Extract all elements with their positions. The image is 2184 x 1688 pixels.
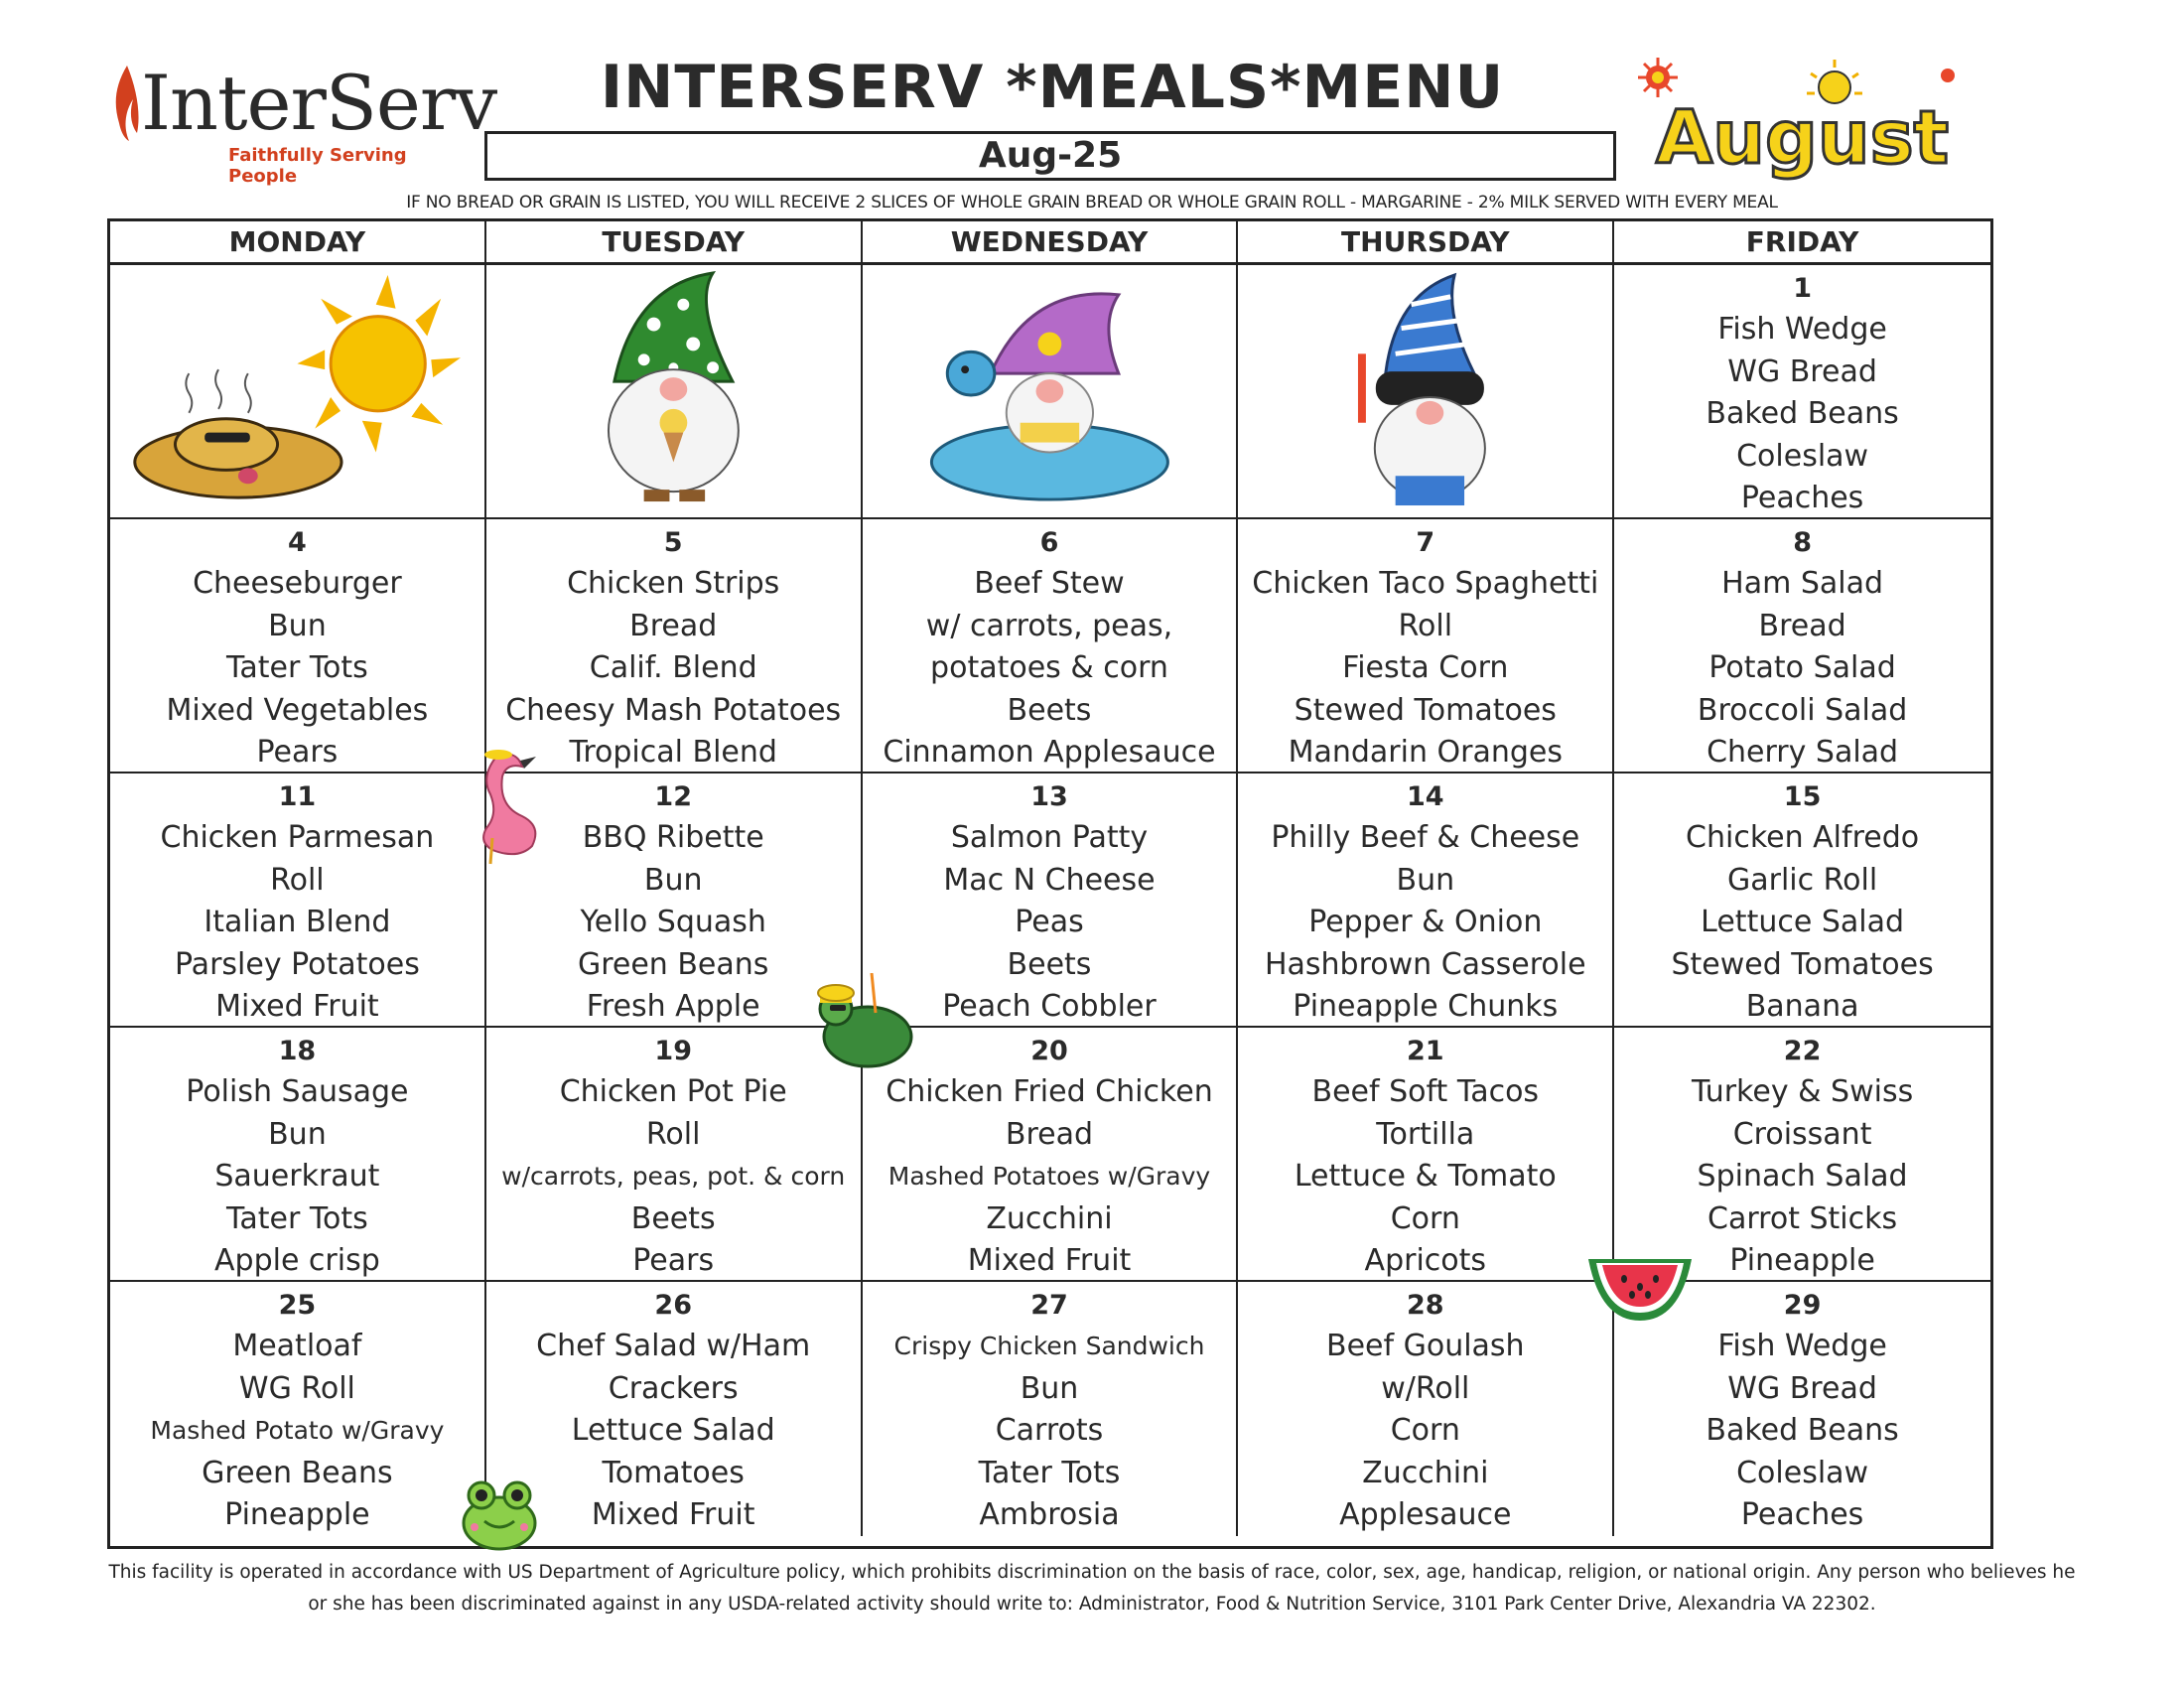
menu-item: Pineapple bbox=[224, 1497, 370, 1532]
gnome-ice-cream-image bbox=[486, 265, 863, 519]
menu-item: Beets bbox=[1007, 692, 1092, 728]
logo-tagline: Faithfully Serving People bbox=[228, 145, 407, 187]
menu-item: Fish Wedge bbox=[1717, 1329, 1887, 1363]
menu-item: Green Beans bbox=[577, 946, 769, 982]
menu-item: Roll bbox=[1398, 608, 1453, 643]
menu-item: Lettuce Salad bbox=[571, 1413, 775, 1448]
menu-item: w/Roll bbox=[1381, 1370, 1470, 1406]
day-number: 8 bbox=[1793, 527, 1812, 558]
menu-item: Bun bbox=[643, 862, 703, 898]
menu-item: Pepper & Onion bbox=[1308, 905, 1543, 939]
menu-item: Garlic Roll bbox=[1726, 862, 1878, 898]
menu-item: Sauerkraut bbox=[214, 1159, 380, 1194]
menu-item: Cinnamon Applesauce bbox=[883, 735, 1216, 770]
menu-item: Beef Soft Tacos bbox=[1311, 1074, 1540, 1109]
flame-icon bbox=[111, 64, 141, 143]
menu-item: Bread bbox=[1758, 608, 1846, 643]
day-cell-22 bbox=[1614, 1028, 1990, 1282]
day-cell-25 bbox=[110, 1282, 486, 1536]
day-cell-11 bbox=[110, 774, 486, 1028]
day-number: 15 bbox=[1783, 781, 1822, 812]
day-number: 14 bbox=[1407, 781, 1444, 812]
menu-calendar bbox=[107, 218, 1993, 1549]
menu-item: Coleslaw bbox=[1736, 438, 1869, 474]
august-word-art bbox=[1636, 56, 1983, 185]
watermelon-icon bbox=[1584, 1251, 1696, 1325]
menu-item: Yello Squash bbox=[580, 905, 766, 939]
day-cell-28 bbox=[1238, 1282, 1614, 1536]
menu-item: Zucchini bbox=[1362, 1455, 1489, 1490]
menu-item: Chicken Fried Chicken bbox=[886, 1074, 1213, 1109]
page-title: INTERSERV *MEALS*MENU bbox=[600, 53, 1505, 122]
menu-item: Pears bbox=[632, 1243, 715, 1278]
menu-item: Baked Beans bbox=[1706, 1413, 1899, 1448]
sleeping-dog bbox=[135, 419, 341, 497]
day-cell-5 bbox=[486, 519, 863, 774]
menu-item: potatoes & corn bbox=[930, 650, 1168, 685]
header-friday: FRIDAY bbox=[1614, 221, 1990, 265]
menu-item: WG Roll bbox=[238, 1370, 355, 1406]
flamingo-icon bbox=[447, 747, 542, 866]
menu-item: Philly Beef & Cheese bbox=[1271, 820, 1580, 855]
menu-item: Pineapple Chunks bbox=[1293, 989, 1559, 1024]
day-cell-7 bbox=[1238, 519, 1614, 774]
menu-item: Stewed Tomatoes bbox=[1294, 692, 1557, 728]
usda-nondiscrimination-statement: This facility is operated in accordance with US Department of Agriculture policy, which prohibits discrimination on the basis of race, color, sex, age, handicap, religion, or national origin. Any person who believes he or she has been discriminated against in any USDA-related activity should write to: Administrator, Food & Nutrition Service, 3101 Park Center Drive, Alexandria VA 22302. bbox=[108, 1562, 2076, 1615]
menu-item: Fiesta Corn bbox=[1342, 650, 1509, 685]
menu-item: Meatloaf bbox=[232, 1329, 362, 1363]
menu-item: Potato Salad bbox=[1708, 650, 1896, 685]
day-cell-27 bbox=[863, 1282, 1239, 1536]
menu-item: Bun bbox=[1396, 862, 1455, 898]
interserv-logo bbox=[111, 58, 497, 187]
menu-item: Spinach Salad bbox=[1697, 1159, 1908, 1194]
header-tuesday: TUESDAY bbox=[486, 221, 863, 265]
menu-item: Beets bbox=[1007, 946, 1092, 982]
menu-item: Chicken Pot Pie bbox=[559, 1074, 787, 1109]
menu-item: Mixed Fruit bbox=[215, 989, 379, 1024]
menu-item: Mixed Vegetables bbox=[166, 692, 429, 728]
menu-item: Coleslaw bbox=[1736, 1455, 1869, 1490]
menu-item: Tropical Blend bbox=[569, 735, 777, 770]
menu-item: Tater Tots bbox=[978, 1455, 1121, 1490]
menu-item: Pears bbox=[256, 735, 339, 770]
menu-item: Chef Salad w/Ham bbox=[536, 1329, 811, 1363]
menu-item: Ambrosia bbox=[979, 1497, 1120, 1532]
menu-item: Mixed Fruit bbox=[967, 1243, 1132, 1278]
turtle-icon bbox=[806, 973, 927, 1072]
menu-item: Cheesy Mash Potatoes bbox=[505, 692, 842, 728]
header-monday: MONDAY bbox=[110, 221, 486, 265]
day-number: 22 bbox=[1783, 1036, 1822, 1066]
menu-item: Corn bbox=[1390, 1413, 1460, 1448]
menu-item: w/carrots, peas, pot. & corn bbox=[501, 1162, 846, 1191]
menu-item: Pineapple bbox=[1729, 1243, 1875, 1278]
day-number: 26 bbox=[654, 1290, 692, 1321]
menu-item: Bun bbox=[268, 608, 327, 643]
header-wednesday: WEDNESDAY bbox=[863, 221, 1239, 265]
day-cell-8 bbox=[1614, 519, 1990, 774]
day-cell-1 bbox=[1614, 265, 1990, 519]
menu-item: Tater Tots bbox=[225, 1200, 368, 1236]
menu-item: WG Bread bbox=[1727, 1370, 1877, 1406]
menu-item: Roll bbox=[645, 1116, 701, 1152]
frog-icon bbox=[455, 1476, 544, 1551]
day-number: 29 bbox=[1783, 1290, 1822, 1321]
menu-item: Mandarin Oranges bbox=[1288, 735, 1563, 770]
menu-item: Chicken Strips bbox=[567, 566, 780, 601]
menu-item: Apple crisp bbox=[214, 1243, 380, 1278]
menu-item: Peach Cobbler bbox=[942, 989, 1157, 1024]
day-number: 7 bbox=[1416, 527, 1435, 558]
day-number: 18 bbox=[278, 1036, 317, 1066]
day-number: 19 bbox=[654, 1036, 692, 1066]
logo-name: InterServ bbox=[141, 59, 497, 147]
menu-item: Peaches bbox=[1740, 481, 1864, 515]
bread-grain-notice: IF NO BREAD OR GRAIN IS LISTED, YOU WILL RECEIVE 2 SLICES OF WHOLE GRAIN BREAD OR WHOLE GRAIN ROLL - MARGARINE - 2% MILK SERVED WITH EVERY MEAL bbox=[406, 193, 1778, 212]
day-number: 4 bbox=[288, 527, 307, 558]
menu-item: Corn bbox=[1390, 1200, 1460, 1236]
menu-item: Carrot Sticks bbox=[1707, 1200, 1898, 1236]
menu-item: Carrots bbox=[995, 1413, 1104, 1448]
menu-item: Beets bbox=[630, 1200, 716, 1236]
day-cell-18 bbox=[110, 1028, 486, 1282]
menu-item: Mixed Fruit bbox=[591, 1497, 755, 1532]
day-number: 11 bbox=[278, 781, 317, 812]
menu-item: Banana bbox=[1745, 989, 1859, 1024]
menu-item: Apricots bbox=[1364, 1243, 1487, 1278]
day-cell-21 bbox=[1238, 1028, 1614, 1282]
menu-item: w/ carrots, peas, bbox=[925, 608, 1173, 643]
menu-item: Parsley Potatoes bbox=[174, 946, 420, 982]
menu-item: Applesauce bbox=[1339, 1497, 1512, 1532]
menu-item: Chicken Parmesan bbox=[160, 820, 435, 855]
menu-item: Cherry Salad bbox=[1706, 735, 1899, 770]
menu-item: Polish Sausage bbox=[186, 1074, 409, 1109]
menu-item: Peas bbox=[1015, 905, 1084, 939]
day-number: 1 bbox=[1793, 273, 1812, 304]
menu-item: Beef Stew bbox=[974, 566, 1125, 601]
menu-item: Italian Blend bbox=[204, 905, 391, 939]
day-cell-14 bbox=[1238, 774, 1614, 1028]
menu-item: Chicken Taco Spaghetti bbox=[1252, 566, 1599, 601]
menu-item: Tater Tots bbox=[225, 650, 368, 685]
day-number: 5 bbox=[663, 527, 683, 558]
svg-text:August: August bbox=[1656, 95, 1950, 181]
menu-item: Tortilla bbox=[1376, 1116, 1475, 1152]
day-number: 12 bbox=[654, 781, 692, 812]
menu-item: Green Beans bbox=[202, 1455, 393, 1490]
header-thursday: THURSDAY bbox=[1238, 221, 1614, 265]
menu-item: Beef Goulash bbox=[1326, 1329, 1525, 1363]
day-number: 6 bbox=[1039, 527, 1059, 558]
menu-item: Tomatoes bbox=[602, 1455, 745, 1490]
menu-item: Stewed Tomatoes bbox=[1671, 946, 1934, 982]
menu-item: Cheeseburger bbox=[193, 566, 402, 601]
menu-item: Lettuce Salad bbox=[1701, 905, 1905, 939]
day-number: 27 bbox=[1030, 1290, 1068, 1321]
menu-item: Baked Beans bbox=[1706, 396, 1899, 431]
day-cell-4 bbox=[110, 519, 486, 774]
menu-item: Broccoli Salad bbox=[1697, 692, 1908, 728]
menu-item: Mashed Potato w/Gravy bbox=[150, 1416, 445, 1445]
menu-item: Croissant bbox=[1732, 1116, 1872, 1152]
menu-item: Turkey & Swiss bbox=[1691, 1074, 1914, 1109]
menu-item: Peaches bbox=[1740, 1497, 1864, 1532]
gnome-flamingo-float-image bbox=[863, 265, 1239, 519]
menu-item: WG Bread bbox=[1727, 353, 1877, 389]
menu-item: Chicken Alfredo bbox=[1686, 820, 1920, 855]
menu-item: Crispy Chicken Sandwich bbox=[893, 1332, 1205, 1360]
day-number: 13 bbox=[1030, 781, 1068, 812]
day-cell-6 bbox=[863, 519, 1239, 774]
menu-item: Bun bbox=[1020, 1370, 1079, 1406]
day-number: 20 bbox=[1030, 1036, 1068, 1066]
menu-item: Fish Wedge bbox=[1717, 312, 1887, 347]
sun-icon bbox=[297, 275, 461, 452]
sleeping-dog-sun-image bbox=[110, 265, 486, 519]
menu-item: Roll bbox=[270, 862, 325, 898]
day-cell-15 bbox=[1614, 774, 1990, 1028]
menu-item: Lettuce & Tomato bbox=[1294, 1159, 1557, 1194]
menu-item: Bread bbox=[629, 608, 718, 643]
menu-item: Fresh Apple bbox=[586, 989, 760, 1024]
month-subtitle: Aug-25 bbox=[484, 131, 1616, 181]
menu-item: Bread bbox=[1005, 1116, 1094, 1152]
menu-item: Crackers bbox=[608, 1370, 739, 1406]
menu-item: Calif. Blend bbox=[589, 650, 757, 685]
menu-item: Hashbrown Casserole bbox=[1264, 946, 1586, 982]
menu-item: Salmon Patty bbox=[950, 820, 1149, 855]
day-number: 25 bbox=[278, 1290, 317, 1321]
menu-item: Mac N Cheese bbox=[943, 862, 1156, 898]
day-number: 21 bbox=[1407, 1036, 1444, 1066]
menu-item: Ham Salad bbox=[1721, 566, 1884, 601]
day-number: 28 bbox=[1407, 1290, 1444, 1321]
menu-item: Zucchini bbox=[986, 1200, 1113, 1236]
menu-item: BBQ Ribette bbox=[582, 820, 764, 855]
gnome-snorkel-image bbox=[1238, 265, 1614, 519]
menu-item: Bun bbox=[268, 1116, 327, 1152]
menu-item: Mashed Potatoes w/Gravy bbox=[887, 1162, 1211, 1191]
